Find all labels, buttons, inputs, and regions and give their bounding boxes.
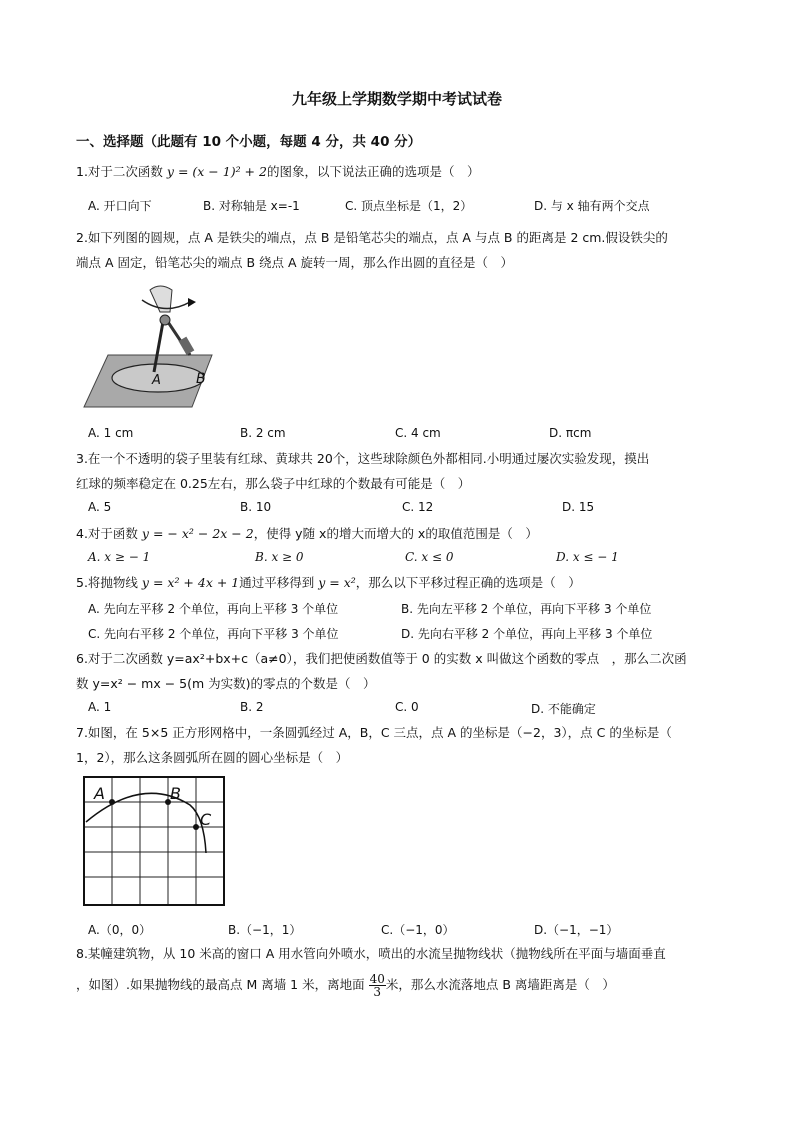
q3-line-2: 红球的频率稳定在 0.25左右，那么袋子中红球的个数最有可能是（ ） bbox=[76, 476, 471, 491]
q4-formula: y = − x² − 2x − 2 bbox=[141, 526, 254, 541]
q4-suffix: ，使得 y随 x的增大而增大的 x的取值范围是（ ） bbox=[253, 526, 538, 541]
q5-formula-2: y = x² bbox=[318, 575, 356, 590]
q1-prefix: 1.对于二次函数 bbox=[76, 164, 167, 179]
point-b-label: B bbox=[196, 371, 206, 387]
q4-option-d[interactable]: D. x ≤ − 1 bbox=[556, 550, 619, 564]
q3-line-1: 3.在一个不透明的袋子里装有红球、黄球共 20个，这些球除颜色外都相同.小明通过屡次实验发现，摸出 bbox=[76, 451, 650, 466]
q2-option-d[interactable]: D. πcm bbox=[549, 426, 592, 440]
q2-option-b[interactable]: B. 2 cm bbox=[240, 426, 286, 440]
q6-option-a[interactable]: A. 1 bbox=[88, 700, 112, 714]
q7-line-1: 7.如图，在 5×5 正方形网格中，一条圆弧经过 A，B，C 三点，点 A 的坐标是（−2，3），点 C 的坐标是（ bbox=[76, 725, 672, 740]
question-1 bbox=[76, 163, 479, 181]
q5-suffix: ，那么以下平移过程正确的选项是（ ） bbox=[355, 575, 581, 590]
grid-point-c-label: C bbox=[200, 810, 212, 829]
point-a-label: A bbox=[152, 373, 161, 388]
q2-line-2: 端点 A 固定，铅笔芯尖的端点 B 绕点 A 旋转一周，那么作出圆的直径是（ ） bbox=[76, 255, 514, 270]
q4-option-a[interactable]: A. x ≥ − 1 bbox=[88, 550, 151, 564]
q7-option-a[interactable]: A.（0，0） bbox=[88, 923, 152, 937]
section-heading: 一、选择题（此题有 10 个小题，每题 4 分，共 40 分） bbox=[76, 134, 422, 150]
q1-option-a[interactable]: A. 开口向下 bbox=[88, 199, 152, 213]
q1-suffix: 的图象，以下说法正确的选项是（ ） bbox=[266, 164, 480, 179]
q2-option-c[interactable]: C. 4 cm bbox=[395, 426, 441, 440]
q1-option-b[interactable]: B. 对称轴是 x=-1 bbox=[203, 199, 300, 213]
q6-line-2: 数 y=x² − mx − 5(m 为实数)的零点的个数是（ ） bbox=[76, 676, 376, 691]
q6-option-c[interactable]: C. 0 bbox=[395, 700, 419, 714]
q6-option-d[interactable]: D. 不能确定 bbox=[531, 702, 596, 716]
q3-option-a[interactable]: A. 5 bbox=[88, 500, 112, 514]
q1-formula: y = (x − 1)² + 2 bbox=[166, 164, 267, 179]
q5-option-c[interactable]: C. 先向右平移 2 个单位，再向下平移 3 个单位 bbox=[88, 627, 339, 641]
q7-option-b[interactable]: B.（−1，1） bbox=[228, 923, 302, 937]
q5-prefix: 5.将抛物线 bbox=[76, 575, 142, 590]
q5-option-a[interactable]: A. 先向左平移 2 个单位，再向上平移 3 个单位 bbox=[88, 602, 339, 616]
q7-line-2: 1，2），那么这条圆弧所在圆的圆心坐标是（ ） bbox=[76, 750, 349, 765]
q8-fraction-numerator: 40 bbox=[369, 972, 385, 986]
q6-option-b[interactable]: B. 2 bbox=[240, 700, 264, 714]
q5-mid: 通过平移得到 bbox=[239, 575, 319, 590]
q2-line-1: 2.如下列图的圆规，点 A 是铁尖的端点，点 B 是铅笔芯尖的端点，点 A 与点 B 的距离是 2 cm.假设铁尖的 bbox=[76, 230, 668, 245]
q4-option-b[interactable]: B. x ≥ 0 bbox=[255, 550, 304, 564]
q8-line-2 bbox=[76, 973, 615, 998]
q4-option-c[interactable]: C. x ≤ 0 bbox=[405, 550, 454, 564]
q2-option-a[interactable]: A. 1 cm bbox=[88, 426, 134, 440]
q8-fraction-denominator: 3 bbox=[373, 985, 382, 999]
q1-option-c[interactable]: C. 顶点坐标是（1，2） bbox=[345, 199, 473, 213]
q7-option-c[interactable]: C.（−1，0） bbox=[381, 923, 455, 937]
q7-option-d[interactable]: D.（−1，−1） bbox=[534, 923, 619, 937]
q8-line-1: 8.某幢建筑物，从 10 米高的窗口 A 用水管向外喷水，喷出的水流呈抛物线状（抛物线所在平面与墙面垂直 bbox=[76, 946, 666, 961]
q4-prefix: 4.对于函数 bbox=[76, 526, 142, 541]
page-title: 九年级上学期数学期中考试试卷 bbox=[291, 90, 502, 108]
grid-point-b-label: B bbox=[170, 784, 181, 803]
q3-option-b[interactable]: B. 10 bbox=[240, 500, 272, 514]
q3-option-d[interactable]: D. 15 bbox=[562, 500, 595, 514]
question-5 bbox=[76, 574, 581, 592]
q1-option-d[interactable]: D. 与 x 轴有两个交点 bbox=[534, 199, 650, 213]
grid-point-a-label: A bbox=[94, 784, 105, 803]
grid-arc-figure bbox=[82, 775, 230, 910]
q8-line-2-suffix: 米，那么水流落地点 B 离墙距离是（ ） bbox=[385, 977, 615, 992]
q5-option-b[interactable]: B. 先向左平移 2 个单位，再向下平移 3 个单位 bbox=[401, 602, 652, 616]
q5-formula-1: y = x² + 4x + 1 bbox=[141, 575, 240, 590]
q8-fraction bbox=[369, 973, 386, 998]
q5-option-d[interactable]: D. 先向右平移 2 个单位，再向上平移 3 个单位 bbox=[401, 627, 653, 641]
question-4 bbox=[76, 525, 538, 543]
q8-line-2-prefix: ，如图）.如果抛物线的最高点 M 离墙 1 米，离地面 bbox=[76, 977, 369, 992]
compass-figure bbox=[80, 280, 215, 410]
q3-option-c[interactable]: C. 12 bbox=[402, 500, 434, 514]
q6-line-1: 6.对于二次函数 y=ax²+bx+c（a≠0），我们把使函数值等于 0 的实数 x 叫做这个函数的零点 ，那么二次函 bbox=[76, 651, 687, 666]
